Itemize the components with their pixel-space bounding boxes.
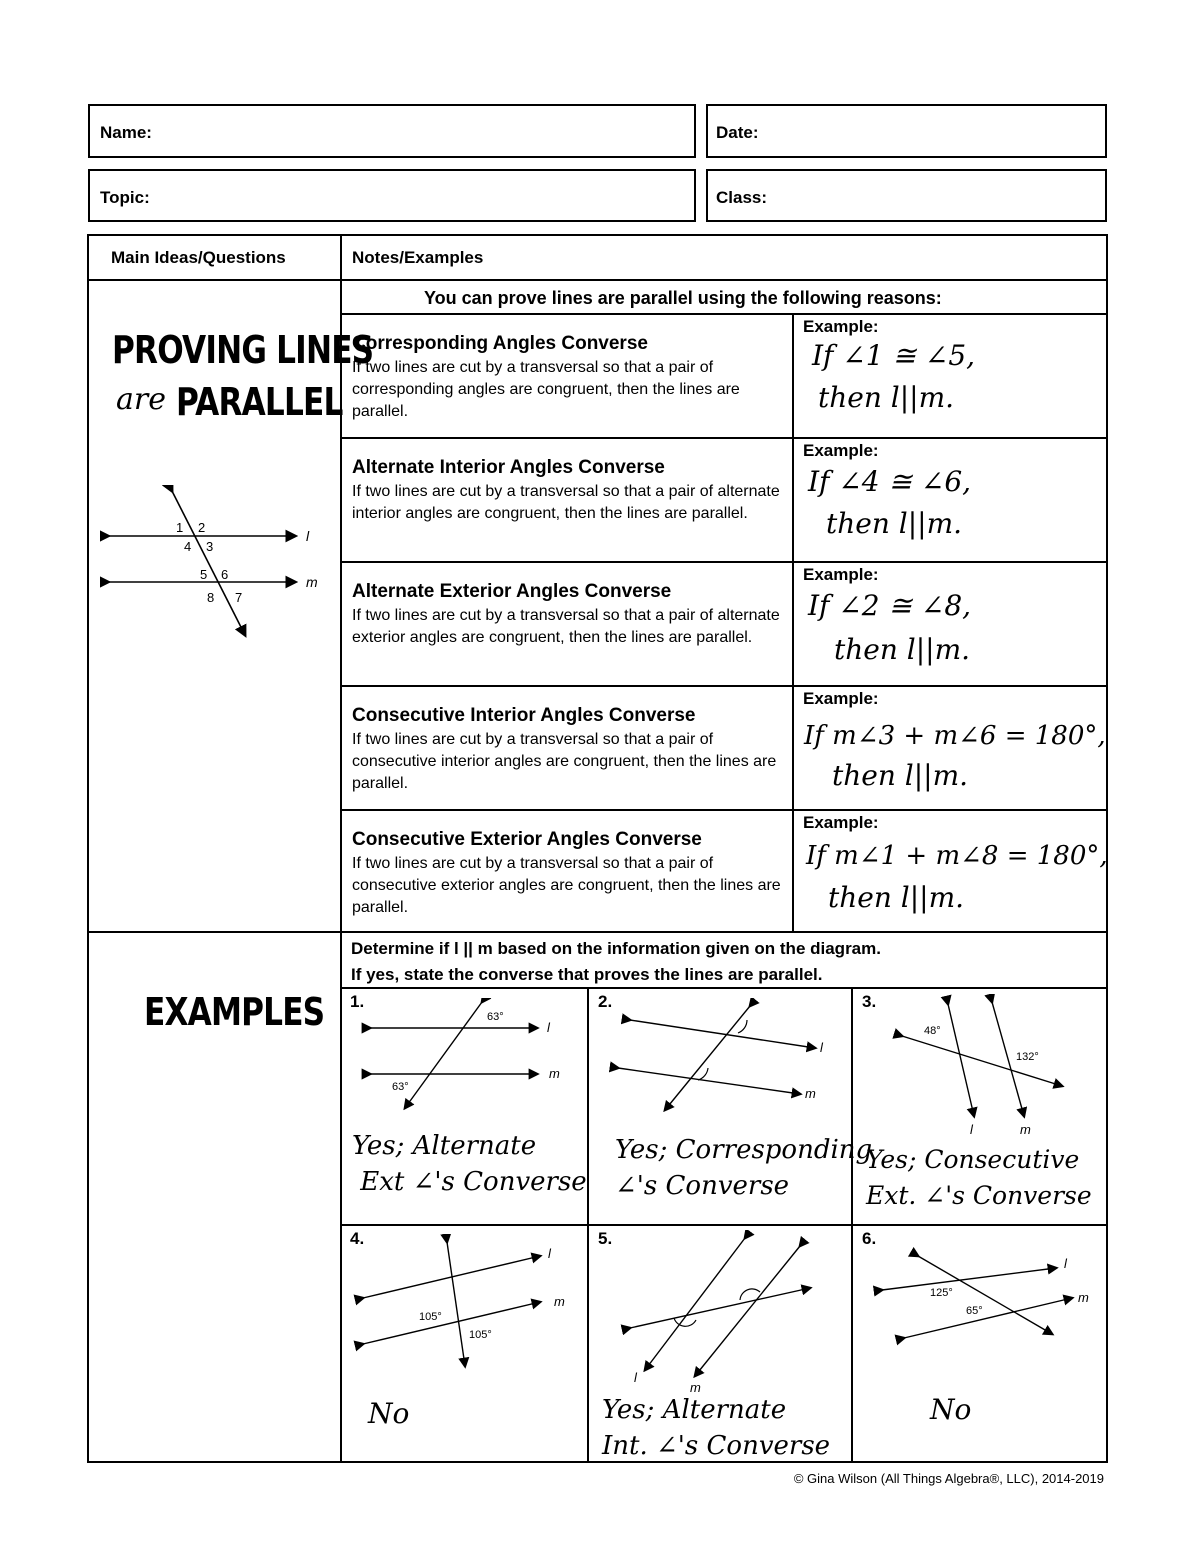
converse-title: Consecutive Exterior Angles Converse (352, 829, 702, 850)
handwritten-example: then l||m. (834, 633, 971, 666)
class-field[interactable] (706, 169, 1107, 222)
examples-instruction: If yes, state the converse that proves the lines are parallel. (351, 965, 823, 984)
line-l-label: l (306, 528, 310, 544)
angle-label: 3 (206, 539, 214, 554)
handwritten-example: then l||m. (832, 759, 969, 792)
line-label: l (547, 1020, 550, 1035)
title-parallel: PARALLEL (176, 380, 343, 424)
transversal (172, 491, 245, 635)
handwritten-example: If ∠4 ≅ ∠6, (808, 465, 972, 498)
topic-label: Topic: (100, 188, 150, 207)
date-label: Date: (716, 123, 759, 142)
angle-value: 65° (966, 1305, 983, 1317)
date-field[interactable] (706, 104, 1107, 158)
example-diagram (600, 1230, 845, 1395)
angle-value: 105° (469, 1329, 492, 1341)
line-label: l (634, 1370, 637, 1385)
angle-label: 4 (184, 539, 192, 554)
angle-value: 63° (487, 1011, 504, 1023)
handwritten-example: If m∠1 + m∠8 = 180°, (806, 841, 1108, 871)
converse-title: Alternate Exterior Angles Converse (352, 581, 672, 602)
handwritten-example: If ∠1 ≅ ∠5, (812, 339, 976, 372)
angle-label: 1 (176, 520, 184, 535)
converse-body: If two lines are cut by a transversal so that a pair of alternate interior angles are congruent, then the lines are parallel. (352, 483, 780, 522)
handwritten-answer: Yes; Corresponding ∠'s Converse (615, 1135, 873, 1201)
converse-body: If two lines are cut by a transversal so that a pair of consecutive interior angles are congruent, then the lines are parallel. (352, 731, 777, 792)
angle-value: 105° (419, 1311, 442, 1323)
line-label: m (1078, 1290, 1089, 1305)
intro-divider (340, 313, 1108, 315)
converse-body: If two lines are cut by a transversal so that a pair of consecutive exterior angles are congruent, then the lines are parallel. (352, 855, 781, 916)
example-label: Example: (803, 441, 879, 460)
examples-instruction: Determine if l || m based on the information given on the diagram. (351, 939, 881, 958)
row-divider (340, 561, 1108, 563)
line-label: m (549, 1066, 560, 1081)
page-title: PROVING LINES (112, 328, 374, 372)
example-diagram (890, 994, 1090, 1139)
angle-value: 132° (1016, 1051, 1039, 1063)
handwritten-answer: No (368, 1397, 410, 1430)
example-label: Example: (803, 317, 879, 336)
line-label: m (1020, 1122, 1031, 1137)
title-are: are (116, 382, 166, 417)
converse-body: If two lines are cut by a transversal so that a pair of alternate exterior angles are congruent, then the lines are parallel. (352, 607, 780, 646)
line-label: l (1064, 1256, 1067, 1271)
converse-title: Consecutive Interior Angles Converse (352, 705, 696, 726)
line-m-label: m (306, 574, 318, 590)
example-diagram (345, 1234, 580, 1374)
example-diagram (345, 998, 580, 1118)
header-row-divider (87, 279, 1108, 281)
examples-title: EXAMPLES (144, 990, 325, 1034)
example-label: Example: (803, 813, 879, 832)
handwritten-answer: Yes; Alternate Ext ∠'s Converse (352, 1131, 587, 1197)
handwritten-answer: Yes; Alternate Int. ∠'s Converse (602, 1395, 831, 1461)
line-label: m (554, 1294, 565, 1309)
handwritten-example: then l||m. (826, 507, 963, 540)
line-label: m (805, 1086, 816, 1101)
line-label: l (548, 1246, 551, 1261)
example-number: 4. (350, 1229, 365, 1248)
intro-text: You can prove lines are parallel using the following reasons: (424, 288, 942, 308)
angle-value: 63° (392, 1081, 409, 1093)
example-number: 3. (862, 992, 877, 1011)
row-divider (340, 437, 1108, 439)
angle-label: 6 (221, 567, 229, 582)
example-number: 6. (862, 1229, 877, 1248)
example-number: 1. (350, 992, 365, 1011)
angle-label: 7 (235, 590, 243, 605)
example-label: Example: (803, 565, 879, 584)
section-divider (87, 931, 1108, 933)
example-label: Example: (803, 689, 879, 708)
example-number: 5. (598, 1229, 613, 1248)
row-divider (340, 809, 1108, 811)
converse-title: Alternate Interior Angles Converse (352, 457, 665, 478)
example-diagram (872, 1238, 1097, 1358)
converse-title: Corresponding Angles Converse (352, 333, 648, 354)
notes-examples-header: Notes/Examples (352, 248, 484, 267)
handwritten-example: If m∠3 + m∠6 = 180°, (804, 721, 1106, 751)
line-label: l (820, 1040, 823, 1055)
line-label: m (690, 1380, 701, 1395)
topic-field[interactable] (88, 169, 696, 222)
class-label: Class: (716, 188, 768, 207)
example-column-divider (792, 313, 794, 933)
handwritten-answer: Yes; Consecutive Ext. ∠'s Converse (866, 1145, 1092, 1210)
handwritten-example: If ∠2 ≅ ∠8, (808, 589, 972, 622)
handwritten-example: then l||m. (828, 881, 965, 914)
handwritten-example: then l||m. (818, 381, 955, 414)
name-label: Name: (100, 123, 152, 142)
parallel-lines-diagram (100, 485, 330, 645)
example-number: 2. (598, 992, 613, 1011)
angle-label: 2 (198, 520, 206, 535)
angle-value: 48° (924, 1025, 941, 1037)
example-grid-divider (340, 1224, 1108, 1226)
instruction-divider (340, 987, 1108, 989)
example-diagram (600, 998, 845, 1118)
name-field[interactable] (88, 104, 696, 158)
angle-label: 8 (207, 590, 215, 605)
angle-label: 5 (200, 567, 208, 582)
converse-body: If two lines are cut by a transversal so that a pair of corresponding angles are congruent, then the lines are parallel. (352, 359, 740, 420)
angle-value: 125° (930, 1287, 953, 1299)
copyright-footer: © Gina Wilson (All Things Algebra®, LLC), 2014-2019 (793, 1471, 1104, 1486)
line-label: l (970, 1122, 973, 1137)
main-ideas-header: Main Ideas/Questions (111, 248, 286, 267)
handwritten-answer: No (930, 1393, 972, 1426)
row-divider (340, 685, 1108, 687)
